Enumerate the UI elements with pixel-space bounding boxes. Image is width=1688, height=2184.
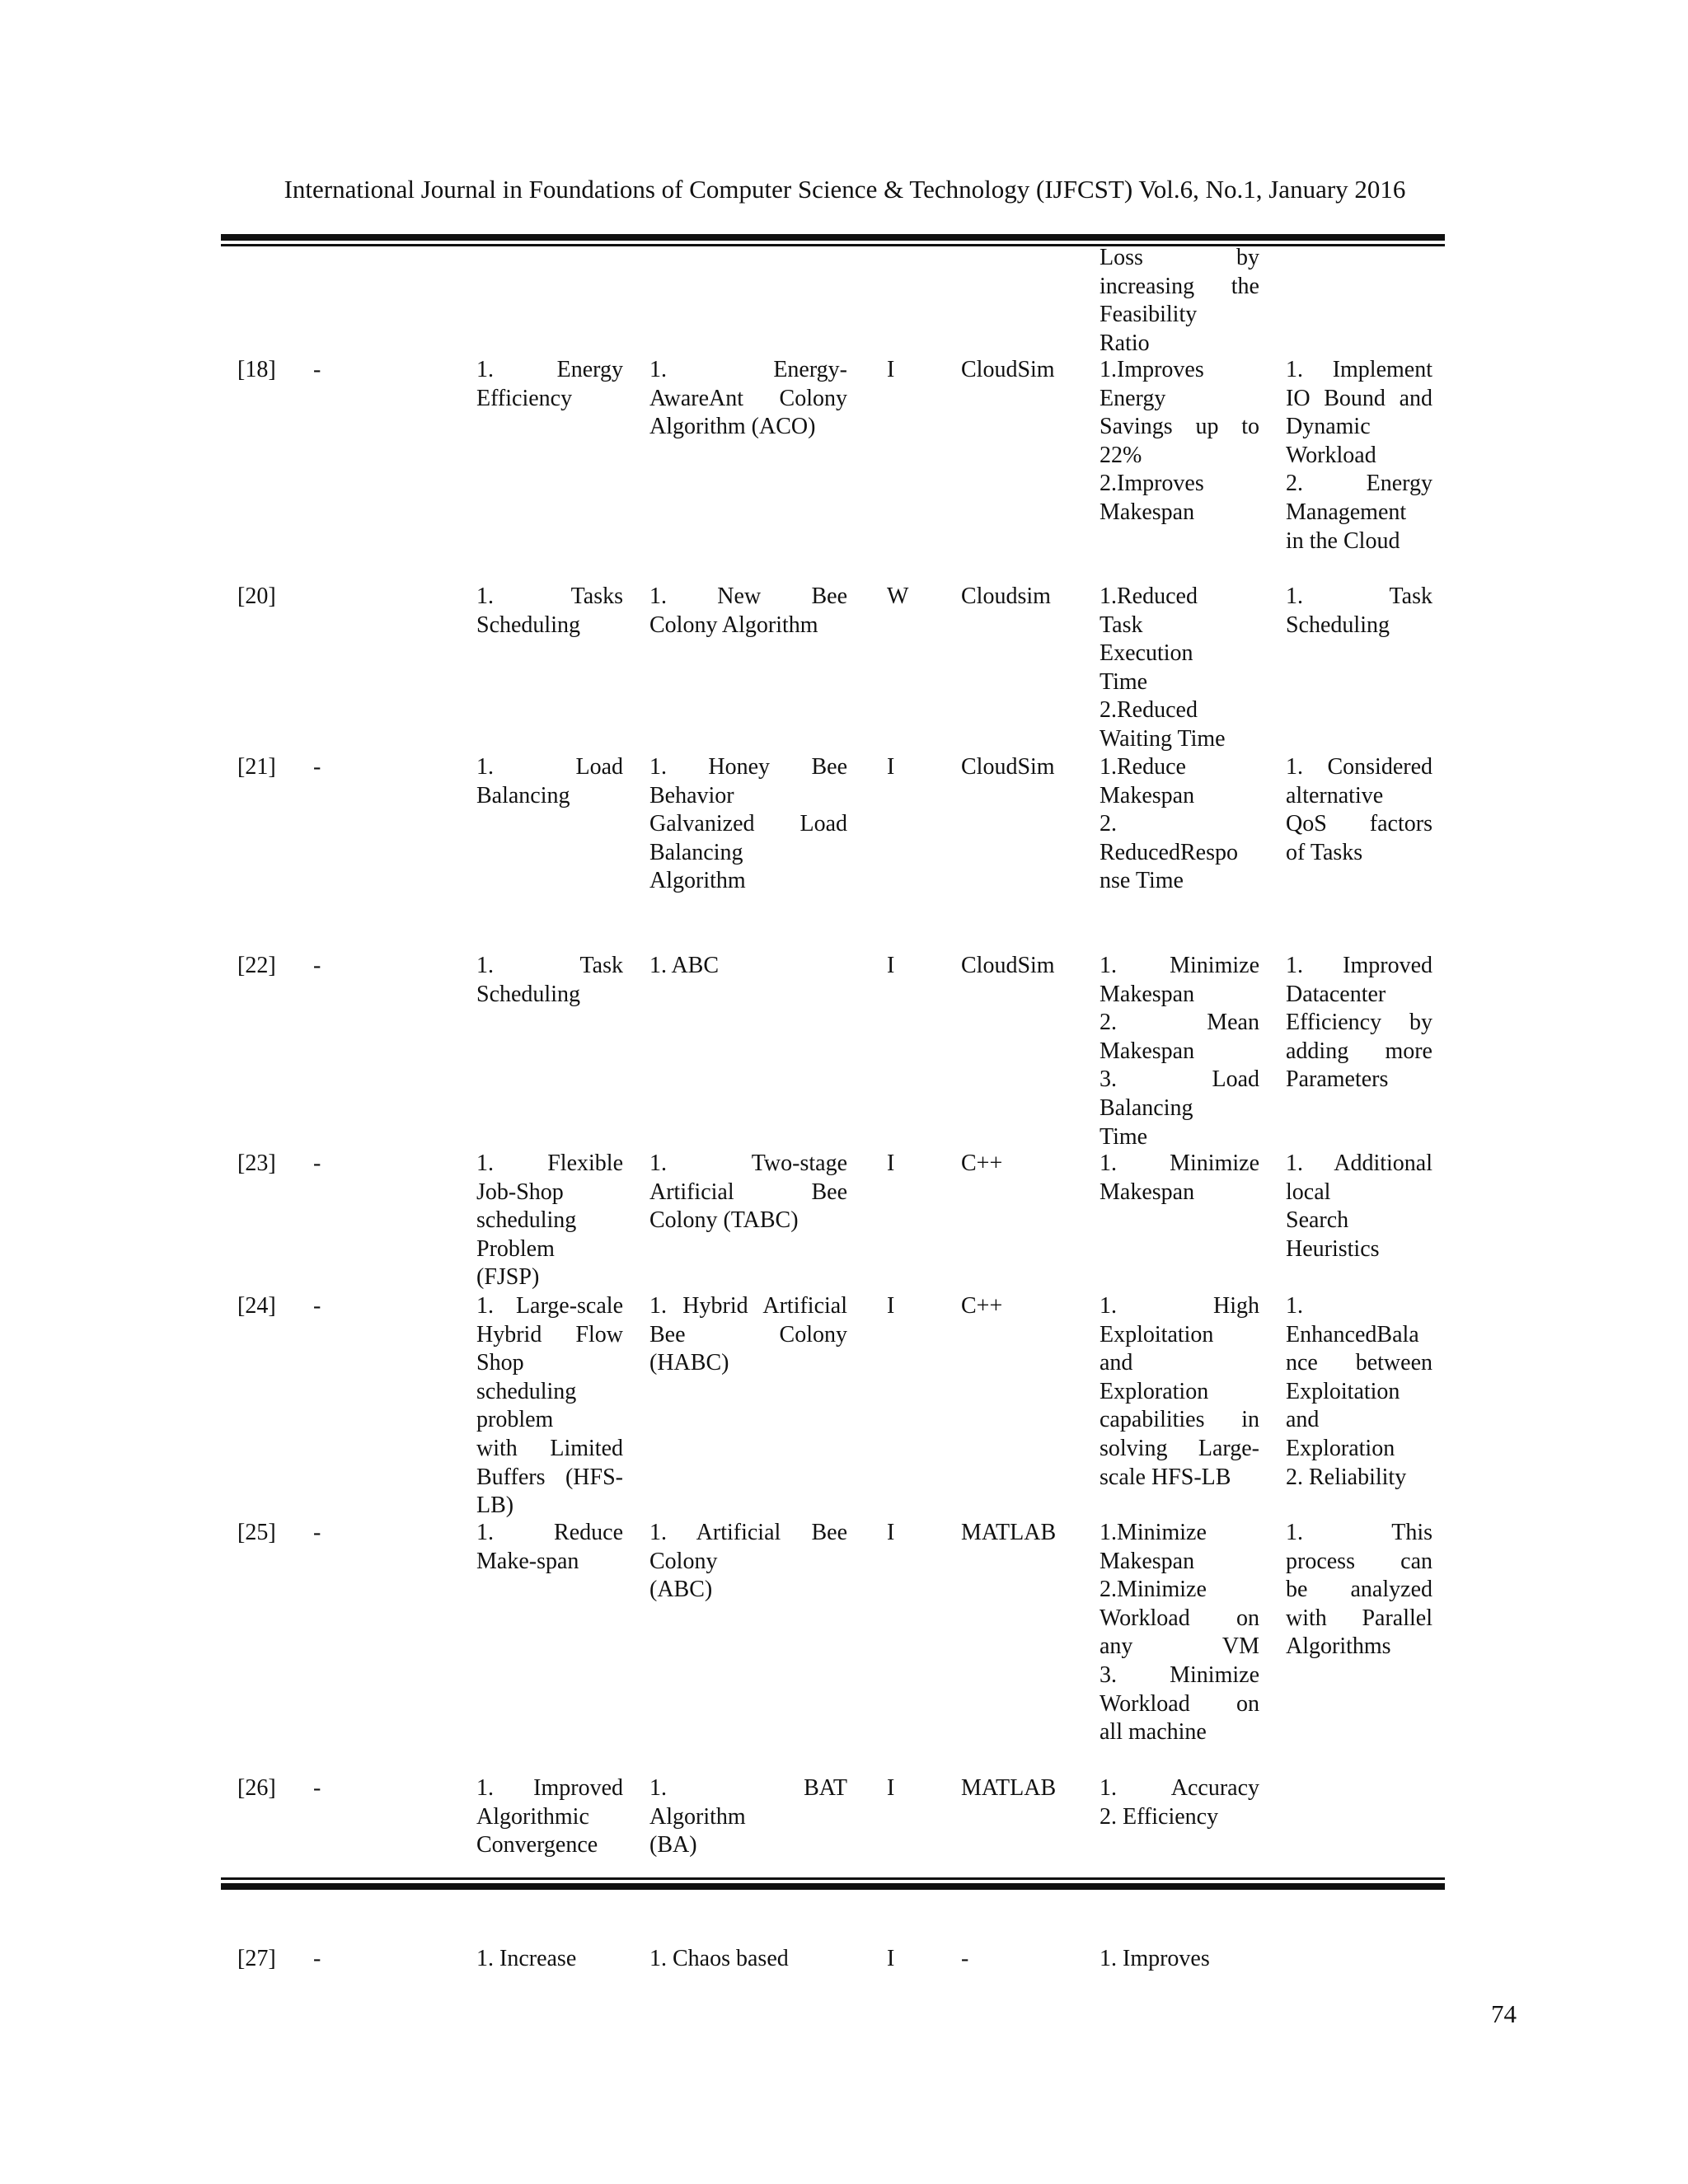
result-cell-line: all machine bbox=[1100, 1719, 1207, 1746]
future-work-cell-line: 1. This bbox=[1286, 1520, 1432, 1545]
reference-cell: [26] bbox=[237, 1775, 276, 1801]
type-cell: I bbox=[887, 1775, 895, 1801]
type-cell: I bbox=[887, 953, 895, 978]
objective-cell-line: Job-Shop bbox=[476, 1179, 564, 1205]
objective-cell-line: Balancing bbox=[476, 782, 570, 808]
objective-cell-line: scheduling bbox=[476, 1378, 577, 1404]
result-cell-line: Makespan bbox=[1100, 1548, 1195, 1574]
result-cell-line: ReducedRespo bbox=[1100, 839, 1238, 865]
objective-cell-line: 1. Reduce bbox=[476, 1520, 623, 1545]
future-work-cell-line: with Parallel bbox=[1286, 1605, 1432, 1631]
result-cell-line: capabilities in bbox=[1100, 1407, 1259, 1433]
future-work-cell-line: EnhancedBala bbox=[1286, 1321, 1419, 1347]
algorithm-cell bbox=[649, 1519, 847, 1605]
future-work-cell-line: in the Cloud bbox=[1286, 527, 1400, 554]
objective-cell-line: Scheduling bbox=[476, 612, 580, 638]
result-cell-line: Time bbox=[1100, 668, 1148, 695]
future-work-cell-line: of Tasks bbox=[1286, 839, 1363, 865]
future-work-cell-line: process can bbox=[1286, 1548, 1432, 1574]
result-cell-line: 2.Improves bbox=[1100, 471, 1204, 497]
future-work-cell-line: alternative bbox=[1286, 782, 1384, 808]
dash-cell: - bbox=[313, 1520, 321, 1545]
type-cell: I bbox=[887, 357, 895, 382]
tool-cell: CloudSim bbox=[961, 953, 1055, 978]
future-work-cell-line: and bbox=[1286, 1407, 1320, 1433]
continued-result-line: Loss by bbox=[1100, 245, 1259, 270]
future-work-cell bbox=[1286, 1292, 1432, 1492]
objective-cell-line: 1. Load bbox=[476, 754, 623, 780]
objective-cell-line: 1. Tasks bbox=[476, 583, 623, 609]
objective-cell bbox=[476, 952, 623, 1009]
objective-cell-line: 1. Improved bbox=[476, 1775, 623, 1801]
dash-cell: - bbox=[313, 1775, 321, 1801]
type-cell: W bbox=[887, 583, 909, 609]
continued-result-line: increasing the bbox=[1100, 273, 1259, 299]
future-work-cell bbox=[1286, 1150, 1432, 1263]
dash-cell: - bbox=[313, 754, 321, 780]
dash-cell: - bbox=[313, 357, 321, 382]
objective-cell bbox=[476, 356, 623, 413]
bottom-rule-thick bbox=[221, 1883, 1445, 1890]
result-cell bbox=[1100, 1150, 1259, 1207]
algorithm-cell-line: AwareAnt Colony bbox=[649, 385, 847, 411]
future-work-cell-line: Workload bbox=[1286, 442, 1376, 468]
result-cell-line: Workload on bbox=[1100, 1605, 1259, 1631]
algorithm-cell-line: 1. New Bee bbox=[649, 583, 847, 609]
future-work-cell-line: 1. Task bbox=[1286, 583, 1432, 609]
algorithm-cell-line: 1. Chaos based bbox=[649, 1946, 789, 1971]
future-work-cell-line: Algorithms bbox=[1286, 1633, 1391, 1660]
result-cell-line: 2. Efficiency bbox=[1100, 1803, 1219, 1830]
algorithm-cell-line: (BA) bbox=[649, 1832, 697, 1858]
algorithm-cell-line: Colony bbox=[649, 1548, 718, 1574]
result-cell-line: scale HFS-LB bbox=[1100, 1464, 1231, 1490]
tool-cell: CloudSim bbox=[961, 754, 1055, 780]
result-cell bbox=[1100, 583, 1259, 754]
future-work-cell bbox=[1286, 1519, 1432, 1661]
result-cell bbox=[1100, 1519, 1259, 1747]
result-cell-line: 1. Improves bbox=[1100, 1946, 1210, 1971]
algorithm-cell-line: 1. Hybrid Artificial bbox=[649, 1293, 847, 1319]
algorithm-cell-line: Galvanized Load bbox=[649, 811, 847, 837]
algorithm-cell-line: (HABC) bbox=[649, 1350, 729, 1376]
future-work-cell-line: Dynamic bbox=[1286, 414, 1371, 440]
objective-cell bbox=[476, 1945, 623, 1974]
reference-cell: [27] bbox=[237, 1946, 276, 1971]
algorithm-cell-line: Artificial Bee bbox=[649, 1179, 847, 1205]
dash-cell: - bbox=[313, 953, 321, 978]
result-cell-line: any VM bbox=[1100, 1633, 1259, 1660]
objective-cell-line: Algorithmic bbox=[476, 1803, 589, 1830]
tool-cell: Cloudsim bbox=[961, 583, 1051, 609]
reference-cell: [18] bbox=[237, 357, 276, 382]
objective-cell-line: Make-span bbox=[476, 1548, 579, 1574]
objective-cell-line: Scheduling bbox=[476, 981, 580, 1007]
algorithm-cell-line: Bee Colony bbox=[649, 1321, 847, 1347]
algorithm-cell-line: Colony (TABC) bbox=[649, 1207, 799, 1234]
future-work-cell-line: Parameters bbox=[1286, 1066, 1389, 1093]
continued-result-line: Feasibility bbox=[1100, 302, 1198, 328]
future-work-cell-line: 1. Implement bbox=[1286, 357, 1432, 382]
result-cell-line: 22% bbox=[1100, 442, 1142, 468]
algorithm-cell-line: Balancing bbox=[649, 839, 743, 865]
reference-cell: [25] bbox=[237, 1520, 276, 1545]
bottom-rule-thin bbox=[221, 1877, 1445, 1880]
algorithm-cell-line: 1. Energy- bbox=[649, 357, 847, 382]
algorithm-cell-line: Colony Algorithm bbox=[649, 612, 818, 638]
future-work-cell-line: local bbox=[1286, 1179, 1331, 1205]
algorithm-cell bbox=[649, 583, 847, 640]
type-cell: I bbox=[887, 1520, 895, 1545]
result-cell-line: Energy bbox=[1100, 385, 1166, 411]
result-cell-line: 1.Improves bbox=[1100, 357, 1204, 382]
result-cell-line: 1.Reduced bbox=[1100, 583, 1198, 609]
objective-cell-line: Efficiency bbox=[476, 385, 573, 411]
continued-result bbox=[1100, 244, 1259, 358]
algorithm-cell bbox=[649, 952, 847, 981]
result-cell-line: Waiting Time bbox=[1100, 725, 1226, 752]
future-work-cell-line: 2. Energy bbox=[1286, 471, 1432, 497]
type-cell: I bbox=[887, 1293, 895, 1319]
objective-cell-line: problem bbox=[476, 1407, 554, 1433]
result-cell-line: 1. Minimize bbox=[1100, 953, 1259, 978]
objective-cell-line: 1. Task bbox=[476, 953, 623, 978]
tool-cell: - bbox=[961, 1946, 969, 1971]
result-cell-line: Task bbox=[1100, 612, 1143, 638]
result-cell-line: Workload on bbox=[1100, 1690, 1259, 1717]
algorithm-cell bbox=[649, 1945, 847, 1974]
future-work-cell-line: Management bbox=[1286, 499, 1407, 525]
future-work-cell-line: be analyzed bbox=[1286, 1577, 1432, 1603]
journal-header: International Journal in Foundations of Computer Science & Technology (IJFCST) Vol.6, No.1, January 2016 bbox=[284, 175, 1406, 204]
reference-cell: [22] bbox=[237, 953, 276, 978]
page-number: 74 bbox=[1491, 1999, 1517, 2028]
algorithm-cell-line: 1. Artificial Bee bbox=[649, 1520, 847, 1545]
future-work-cell-line: 1. Improved bbox=[1286, 953, 1432, 978]
objective-cell-line: 1. Energy bbox=[476, 357, 623, 382]
tool-cell: C++ bbox=[961, 1293, 1003, 1319]
result-cell bbox=[1100, 356, 1259, 527]
dash-cell: - bbox=[313, 1946, 321, 1971]
result-cell-line: solving Large- bbox=[1100, 1435, 1259, 1461]
result-cell-line: Makespan bbox=[1100, 1179, 1195, 1205]
algorithm-cell-line: 1. ABC bbox=[649, 953, 720, 978]
reference-cell: [24] bbox=[237, 1293, 276, 1319]
result-cell-line: 1. Minimize bbox=[1100, 1151, 1259, 1176]
dash-cell: - bbox=[313, 1293, 321, 1319]
result-cell bbox=[1100, 1945, 1259, 1974]
objective-cell bbox=[476, 1519, 623, 1576]
future-work-cell bbox=[1286, 753, 1432, 867]
result-cell-line: Execution bbox=[1100, 640, 1193, 667]
objective-cell bbox=[476, 1774, 623, 1860]
type-cell: I bbox=[887, 754, 895, 780]
objective-cell bbox=[476, 583, 623, 640]
result-cell-line: 1. Accuracy bbox=[1100, 1775, 1259, 1801]
algorithm-cell-line: Algorithm bbox=[649, 1803, 746, 1830]
result-cell-line: Balancing bbox=[1100, 1094, 1193, 1121]
reference-cell: [23] bbox=[237, 1151, 276, 1176]
future-work-cell-line: Efficiency by bbox=[1286, 1010, 1432, 1036]
algorithm-cell bbox=[649, 1150, 847, 1235]
future-work-cell-line: 1. Considered bbox=[1286, 754, 1432, 780]
future-work-cell-line: QoS factors bbox=[1286, 811, 1432, 837]
result-cell-line: 3. Load bbox=[1100, 1066, 1259, 1093]
top-rule-thin bbox=[221, 244, 1445, 246]
result-cell-line: 1.Reduce bbox=[1100, 754, 1186, 780]
objective-cell-line: Hybrid Flow bbox=[476, 1321, 623, 1347]
future-work-cell-line: Scheduling bbox=[1286, 612, 1390, 638]
result-cell bbox=[1100, 753, 1259, 896]
continued-result-line: Ratio bbox=[1100, 330, 1150, 356]
future-work-cell-line: Heuristics bbox=[1286, 1235, 1380, 1262]
algorithm-cell bbox=[649, 356, 847, 442]
algorithm-cell-line: 1. Honey Bee bbox=[649, 754, 847, 780]
tool-cell: C++ bbox=[961, 1151, 1003, 1176]
future-work-cell-line: Exploitation bbox=[1286, 1378, 1400, 1404]
objective-cell-line: Problem bbox=[476, 1235, 555, 1262]
future-work-cell-line: adding more bbox=[1286, 1038, 1432, 1064]
result-cell-line: 1.Minimize bbox=[1100, 1520, 1207, 1545]
result-cell-line: 2. bbox=[1100, 811, 1117, 837]
future-work-cell-line: 2. Reliability bbox=[1286, 1464, 1407, 1490]
result-cell bbox=[1100, 1774, 1259, 1831]
algorithm-cell bbox=[649, 1774, 847, 1860]
future-work-cell-line: Datacenter bbox=[1286, 981, 1386, 1007]
objective-cell-line: Buffers (HFS- bbox=[476, 1464, 623, 1490]
algorithm-cell bbox=[649, 1292, 847, 1378]
result-cell-line: Makespan bbox=[1100, 782, 1195, 808]
result-cell-line: 2. Mean bbox=[1100, 1010, 1259, 1036]
algorithm-cell-line: 1. Two-stage bbox=[649, 1151, 847, 1176]
result-cell-line: 2.Reduced bbox=[1100, 697, 1198, 724]
result-cell-line: Exploration bbox=[1100, 1378, 1209, 1404]
objective-cell-line: LB) bbox=[476, 1493, 514, 1519]
future-work-cell bbox=[1286, 583, 1432, 640]
result-cell-line: nse Time bbox=[1100, 868, 1184, 894]
result-cell-line: 2.Minimize bbox=[1100, 1577, 1207, 1603]
result-cell-line: 3. Minimize bbox=[1100, 1661, 1259, 1688]
result-cell bbox=[1100, 1292, 1259, 1492]
future-work-cell bbox=[1286, 356, 1432, 555]
algorithm-cell-line: Algorithm (ACO) bbox=[649, 414, 816, 440]
result-cell-line: Makespan bbox=[1100, 1038, 1195, 1064]
type-cell: I bbox=[887, 1946, 895, 1971]
objective-cell-line: (FJSP) bbox=[476, 1264, 540, 1291]
result-cell-line: Exploitation bbox=[1100, 1321, 1214, 1347]
objective-cell bbox=[476, 753, 623, 810]
result-cell-line: and bbox=[1100, 1350, 1133, 1376]
algorithm-cell-line: Algorithm bbox=[649, 868, 746, 894]
result-cell-line: Makespan bbox=[1100, 981, 1195, 1007]
algorithm-cell-line: Behavior bbox=[649, 782, 734, 808]
top-rule-thick bbox=[221, 234, 1445, 241]
tool-cell: MATLAB bbox=[961, 1775, 1057, 1801]
result-cell bbox=[1100, 952, 1259, 1151]
future-work-cell-line: IO Bound and bbox=[1286, 385, 1432, 411]
type-cell: I bbox=[887, 1151, 895, 1176]
tool-cell: MATLAB bbox=[961, 1520, 1057, 1545]
objective-cell-line: Shop bbox=[476, 1350, 524, 1376]
future-work-cell-line: Search bbox=[1286, 1207, 1349, 1234]
table-body bbox=[223, 245, 1443, 1971]
algorithm-cell-line: (ABC) bbox=[649, 1577, 713, 1603]
future-work-cell bbox=[1286, 952, 1432, 1094]
objective-cell-line: 1. Increase bbox=[476, 1946, 577, 1971]
objective-cell-line: 1. Flexible bbox=[476, 1151, 623, 1176]
result-cell-line: Makespan bbox=[1100, 499, 1195, 525]
result-cell-line: Time bbox=[1100, 1123, 1148, 1150]
reference-cell: [21] bbox=[237, 754, 276, 780]
reference-cell: [20] bbox=[237, 583, 276, 609]
objective-cell bbox=[476, 1150, 623, 1292]
result-cell-line: 1. High bbox=[1100, 1293, 1259, 1319]
tool-cell: CloudSim bbox=[961, 357, 1055, 382]
dash-cell: - bbox=[313, 1151, 321, 1176]
objective-cell bbox=[476, 1292, 623, 1521]
future-work-cell-line: 1. Additional bbox=[1286, 1151, 1432, 1176]
future-work-cell-line: nce between bbox=[1286, 1350, 1432, 1376]
algorithm-cell-line: 1. BAT bbox=[649, 1775, 847, 1801]
objective-cell-line: scheduling bbox=[476, 1207, 577, 1234]
result-cell-line: Savings up to bbox=[1100, 414, 1259, 440]
algorithm-cell bbox=[649, 753, 847, 896]
objective-cell-line: 1. Large-scale bbox=[476, 1293, 623, 1319]
objective-cell-line: Convergence bbox=[476, 1832, 598, 1858]
future-work-cell-line: Exploration bbox=[1286, 1435, 1395, 1461]
future-work-cell-line: 1. bbox=[1286, 1293, 1303, 1319]
objective-cell-line: with Limited bbox=[476, 1435, 623, 1461]
